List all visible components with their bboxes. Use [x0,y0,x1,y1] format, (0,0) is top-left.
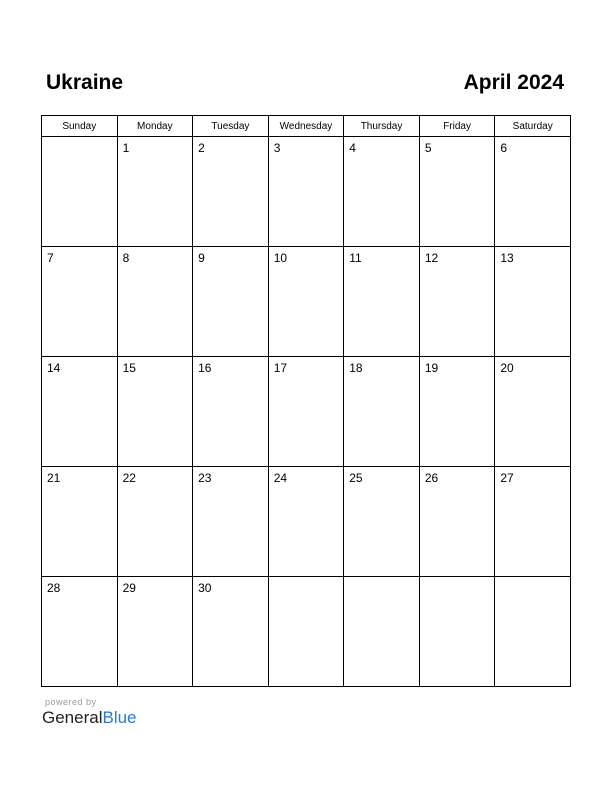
day-cell [42,247,118,357]
powered-by-label: powered by [45,697,97,707]
day-number: 26 [424,471,439,485]
day-cell [193,247,269,357]
day-number: 28 [47,581,61,595]
weekday-thursday: Thursday [344,116,420,137]
weekday-sunday: Sunday [42,116,118,137]
day-cell [268,467,344,577]
day-cell [117,247,193,357]
day-number: 21 [47,471,61,485]
week-row [42,357,571,467]
day-number: 7 [47,251,54,265]
day-number [495,577,570,581]
day-cell [117,357,193,467]
generalblue-logo [42,708,137,728]
brand-name-part2: Blue [102,708,137,727]
week-row [42,467,571,577]
day-number: 10 [273,251,288,265]
country-title: Ukraine [46,71,124,94]
day-cell [419,577,495,687]
day-cell [344,137,420,247]
brand-name-part1: General [42,708,103,727]
day-cell [268,577,344,687]
day-number: 2 [198,141,205,155]
day-number: 16 [198,361,212,375]
day-number: 23 [198,471,212,485]
weekday-monday: Monday [117,116,193,137]
week-row [42,577,571,687]
day-cell [193,577,269,687]
day-number: 12 [424,251,439,265]
day-cell [117,577,193,687]
day-number: 17 [273,361,288,375]
day-number [344,577,419,581]
day-number: 24 [273,471,288,485]
day-number: 1 [122,141,130,155]
day-cell [268,357,344,467]
day-number: 11 [349,251,362,265]
day-number: 15 [122,361,136,375]
day-number: 20 [500,361,514,375]
day-cell [344,467,420,577]
day-cell [344,577,420,687]
day-cell [193,357,269,467]
day-cell [344,357,420,467]
day-number: 25 [349,471,363,485]
day-number: 8 [122,251,130,265]
day-cell [419,137,495,247]
day-cell [193,137,269,247]
weekday-tuesday: Tuesday [193,116,269,137]
day-cell [495,467,571,577]
day-number: 29 [122,581,136,595]
day-number [269,577,344,581]
weekday-saturday: Saturday [495,116,571,137]
day-cell [495,357,571,467]
day-cell [495,577,571,687]
day-cell [42,577,118,687]
day-number: 30 [198,581,212,595]
day-cell [495,247,571,357]
day-number: 14 [47,361,61,375]
day-number: 4 [349,141,356,155]
day-cell [419,247,495,357]
weekday-header-row [42,116,571,137]
day-number: 13 [500,251,514,265]
weekday-friday: Friday [419,116,495,137]
day-cell [419,467,495,577]
day-number: 3 [273,141,281,155]
month-year-title: April 2024 [463,71,564,94]
day-number: 6 [500,141,508,155]
day-cell [117,467,193,577]
day-cell [268,137,344,247]
week-row [42,247,571,357]
day-number: 22 [122,471,136,485]
day-number: 5 [424,141,432,155]
day-number: 19 [424,361,439,375]
day-cell [344,247,420,357]
day-number: 18 [349,361,363,375]
day-number [420,577,495,581]
day-cell [419,357,495,467]
day-number: 27 [500,471,514,485]
day-cell [42,467,118,577]
day-cell [42,357,118,467]
day-cell [42,137,118,247]
day-cell [268,247,344,357]
day-number: 9 [198,251,205,265]
day-cell [495,137,571,247]
day-number [42,137,117,141]
day-cell [193,467,269,577]
week-row [42,137,571,247]
weekday-wednesday: Wednesday [268,116,344,137]
calendar-grid [41,115,571,687]
day-cell [117,137,193,247]
